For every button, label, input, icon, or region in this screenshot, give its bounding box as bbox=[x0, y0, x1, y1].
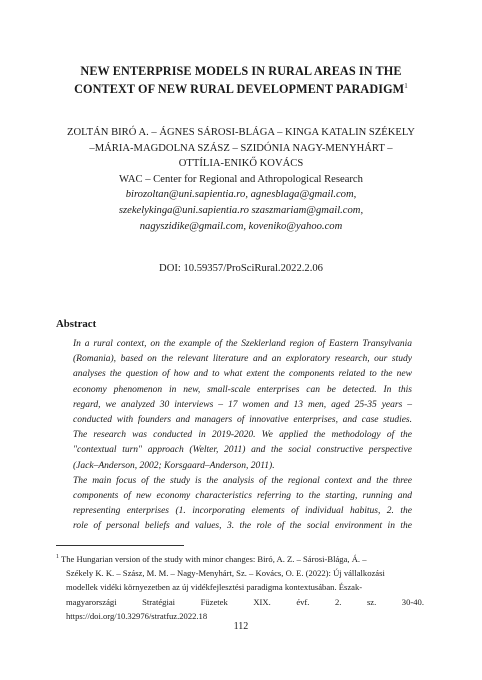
author-line-2: –MÁRIA-MAGDOLNA SZÁSZ – SZIDÓNIA NAGY-MENYHÁRT – bbox=[89, 142, 393, 154]
footnote-word: Füzetek bbox=[200, 596, 228, 607]
footnote-word: magyarországi bbox=[66, 596, 117, 607]
abstract-line: analyses the question of how and to what extent the components related to the new bbox=[73, 369, 412, 380]
footnote-word: évf. bbox=[296, 596, 310, 607]
abstract-line: role of personal beliefs and values, 3. the role of the social environment in the bbox=[73, 521, 412, 532]
email-line-3[interactable]: nagyszidike@gmail.com, koveniko@yahoo.com bbox=[139, 220, 343, 232]
abstract-line: In a rural context, on the example of the Szeklerland region of Eastern Transylvania bbox=[73, 339, 412, 349]
footnote-text: The Hungarian version of the study with minor changes: Biró, A. Z. – Sárosi-Blága, Á. – bbox=[61, 554, 367, 564]
footnote-word: XIX. bbox=[253, 596, 271, 607]
abstract-line: The main focus of the study is the analysis of the regional context and the three bbox=[73, 475, 412, 486]
title-line-1: NEW ENTERPRISE MODELS IN RURAL AREAS IN THE bbox=[80, 64, 402, 78]
paper-title bbox=[40, 64, 442, 97]
abstract-line: representing enterprises (1. incorporating elements of individual habitus, 2. the bbox=[73, 506, 412, 517]
email-line-1[interactable]: birozoltan@uni.sapientia.ro, agnesblaga@gmail.com, bbox=[125, 189, 357, 201]
footnote bbox=[56, 550, 424, 623]
title-line-2: CONTEXT OF NEW RURAL DEVELOPMENT PARADIGM bbox=[74, 82, 405, 96]
footnote-line-3: modellek vidéki környezetben az új vidékfejlesztési paradigma kontextusában. Észak- bbox=[66, 582, 363, 593]
footnote-line-4 bbox=[56, 595, 424, 609]
doi-link[interactable]: DOI: 10.59357/ProSciRural.2022.2.06 bbox=[159, 263, 323, 274]
footnote-mark: 1 bbox=[56, 554, 59, 560]
affiliation: WAC – Center for Regional and Athropological Research bbox=[119, 173, 363, 185]
page-number: 112 bbox=[233, 621, 249, 632]
email-line-2[interactable]: szekelykinga@uni.sapientia.ro szaszmariam@gmail.com, bbox=[118, 204, 364, 216]
abstract-line: conducted with founders and managers of innovative enterprises, and case studies. bbox=[73, 415, 412, 426]
footnote-doi-link[interactable]: https://doi.org/10.32976/stratfuz.2022.18 bbox=[66, 610, 208, 621]
footnote-separator bbox=[56, 545, 184, 546]
abstract-line: components of new economy characteristics referring to the starting, running and bbox=[73, 491, 412, 502]
footnote-word: sz. bbox=[366, 596, 377, 607]
footnote-word: 30-40. bbox=[401, 596, 424, 607]
footnote-word: Stratégiai bbox=[142, 596, 176, 607]
footnote-line-2: Székely K. K. – Szász, M. M. – Nagy-Menyhárt, Sz. – Kovács, O. E. (2022): Új vállalkozási bbox=[66, 568, 385, 579]
abstract-line: (Romania), based on the relevant literature and an exploratory research, our study bbox=[73, 354, 412, 365]
abstract-line: "contextual turn" approach (Welter, 2011) and the social constructive perspective bbox=[73, 445, 412, 456]
abstract-text bbox=[73, 337, 412, 535]
author-line-1: ZOLTÁN BIRÓ A. – ÁGNES SÁROSI-BLÁGA – KINGA KATALIN SZÉKELY bbox=[67, 127, 415, 138]
author-line-3: OTTÍLIA-ENIKŐ KOVÁCS bbox=[178, 158, 304, 170]
author-block bbox=[50, 125, 432, 234]
abstract-line: economy phenomenon in new, small-scale enterprises can be detected. In this bbox=[73, 384, 412, 395]
abstract-line: regard, we analyzed 30 interviews – 17 women and 13 men, aged 25-35 years – bbox=[73, 399, 412, 410]
abstract-line: The research was conducted in 2019-2020. We applied the methodology of the bbox=[73, 430, 412, 441]
title-footnote-mark[interactable]: 1 bbox=[404, 82, 408, 90]
footnote-line-1 bbox=[56, 550, 424, 566]
abstract-line: (Jack–Anderson, 2002; Korsgaard–Anderson, 2011). bbox=[73, 460, 275, 471]
abstract-heading: Abstract bbox=[56, 318, 97, 330]
footnote-word: 2. bbox=[334, 596, 342, 607]
